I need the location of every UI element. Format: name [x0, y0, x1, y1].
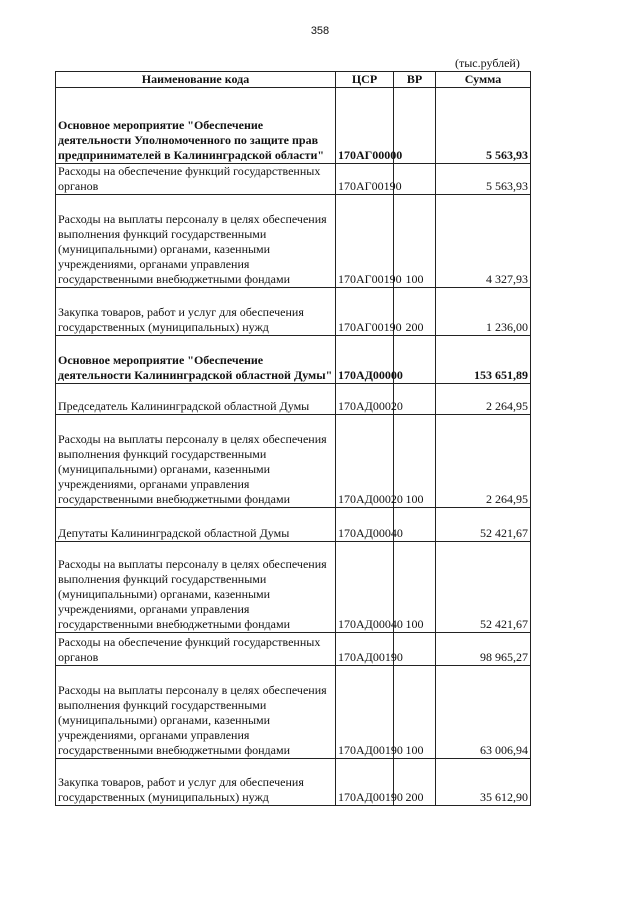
page-number: 358 [310, 25, 330, 37]
header-csr: ЦСР [336, 72, 394, 88]
row-sum: 98 965,27 [436, 633, 531, 666]
header-sum: Сумма [436, 72, 531, 88]
row-sum: 52 421,67 [436, 542, 531, 633]
row-name: Основное мероприятие "Обеспечение деятельности Уполномоченного по защите прав предпринимателей в Калининградской области" [56, 88, 336, 164]
row-name: Депутаты Калининградской областной Думы [56, 508, 336, 542]
row-csr: 170АД00190 [336, 759, 394, 806]
row-csr: 170АД00040 [336, 542, 394, 633]
row-name: Расходы на выплаты персоналу в целях обеспечения выполнения функций государственными (муниципальными) органами, казенными учреждениями, органами управления государственными внебюджетными фондами [56, 415, 336, 508]
row-csr: 170АД00040 [336, 508, 394, 542]
table-header-row [56, 72, 531, 88]
row-name: Расходы на выплаты персоналу в целях обеспечения выполнения функций государственными (муниципальными) органами, казенными учреждениями, органами управления государственными внебюджетными фондами [56, 542, 336, 633]
table-row [56, 384, 531, 415]
row-vr: 100 [394, 666, 436, 759]
row-csr: 170АД00020 [336, 415, 394, 508]
table-row [56, 195, 531, 288]
header-name: Наименование кода [56, 72, 336, 88]
budget-table [55, 71, 531, 806]
row-sum: 2 264,95 [436, 384, 531, 415]
row-name: Расходы на обеспечение функций государственных органов [56, 164, 336, 195]
row-name: Расходы на обеспечение функций государственных органов [56, 633, 336, 666]
row-vr: 200 [394, 288, 436, 336]
table-row [56, 88, 531, 164]
table-row [56, 666, 531, 759]
row-vr: 100 [394, 195, 436, 288]
row-vr: 200 [394, 759, 436, 806]
row-csr: 170АД00000 [336, 336, 394, 384]
row-sum: 35 612,90 [436, 759, 531, 806]
table-row [56, 759, 531, 806]
row-csr: 170АД00190 [336, 633, 394, 666]
table-row [56, 633, 531, 666]
row-csr: 170АГ00000 [336, 88, 394, 164]
row-csr: 170АГ00190 [336, 164, 394, 195]
row-sum: 4 327,93 [436, 195, 531, 288]
row-sum: 2 264,95 [436, 415, 531, 508]
row-name: Расходы на выплаты персоналу в целях обеспечения выполнения функций государственными (муниципальными) органами, казенными учреждениями, органами управления государственными внебюджетными фондами [56, 666, 336, 759]
row-csr: 170АГ00190 [336, 195, 394, 288]
row-sum: 153 651,89 [436, 336, 531, 384]
row-vr: 100 [394, 415, 436, 508]
row-csr: 170АГ00190 [336, 288, 394, 336]
row-sum: 52 421,67 [436, 508, 531, 542]
row-name: Основное мероприятие "Обеспечение деятельности Калининградской областной Думы" [56, 336, 336, 384]
header-vr: ВР [394, 72, 436, 88]
table-row [56, 415, 531, 508]
row-sum: 5 563,93 [436, 164, 531, 195]
units-label: (тыс.рублей) [455, 56, 520, 70]
row-name: Закупка товаров, работ и услуг для обеспечения государственных (муниципальных) нужд [56, 288, 336, 336]
row-name: Председатель Калининградской областной Думы [56, 384, 336, 415]
row-sum: 5 563,93 [436, 88, 531, 164]
row-csr: 170АД00020 [336, 384, 394, 415]
table-row [56, 542, 531, 633]
row-sum: 1 236,00 [436, 288, 531, 336]
table-row [56, 164, 531, 195]
row-name: Закупка товаров, работ и услуг для обеспечения государственных (муниципальных) нужд [56, 759, 336, 806]
row-sum: 63 006,94 [436, 666, 531, 759]
row-name: Расходы на выплаты персоналу в целях обеспечения выполнения функций государственными (муниципальными) органами, казенными учреждениями, органами управления государственными внебюджетными фондами [56, 195, 336, 288]
row-vr: 100 [394, 542, 436, 633]
table-row [56, 336, 531, 384]
row-csr: 170АД00190 [336, 666, 394, 759]
table-row [56, 288, 531, 336]
table-row [56, 508, 531, 542]
